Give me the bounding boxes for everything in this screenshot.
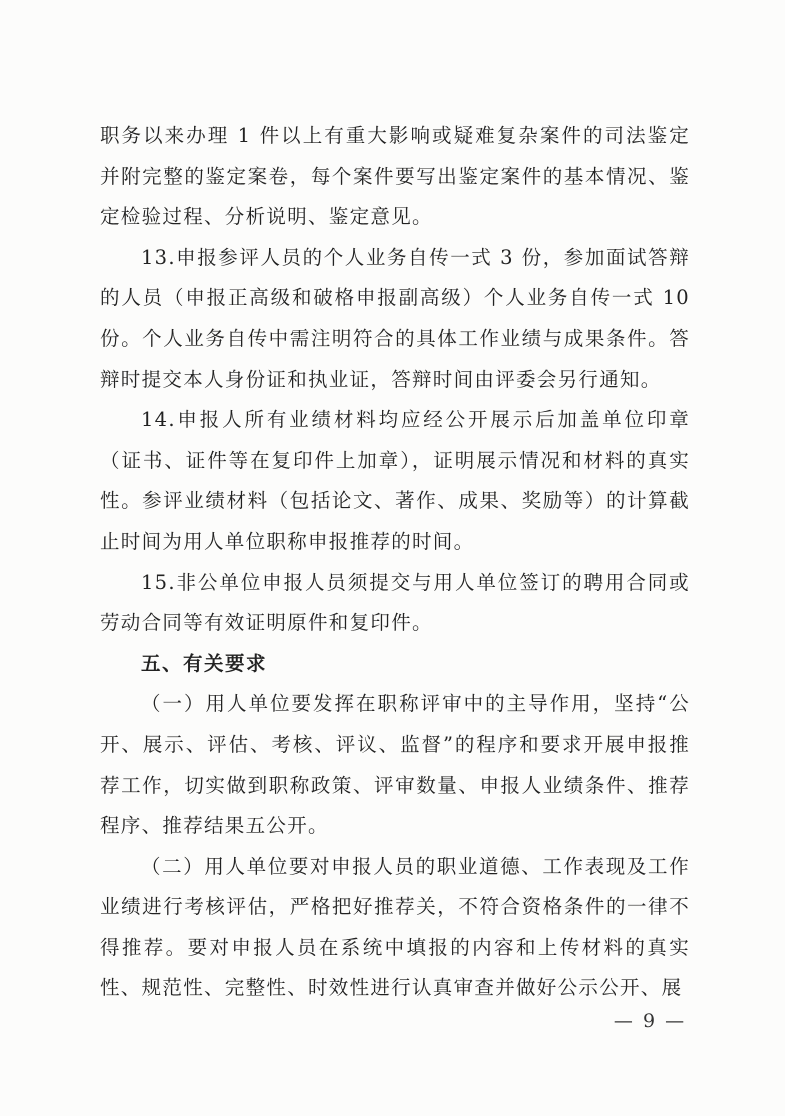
paragraph-item-15: 15.非公单位申报人员须提交与用人单位签订的聘用合同或劳动合同等有效证明原件和复印件。 bbox=[100, 570, 690, 635]
paragraph-requirement-1: （一）用人单位要发挥在职称评审中的主导作用，坚持“公开、展示、评估、考核、评议、监督”的程序和要求开展申报推荐工作，切实做到职称政策、评审数量、申报人业绩条件、推荐程序、推荐结果五公开。 bbox=[100, 692, 690, 838]
paragraph-continuation: 职务以来办理 1 件以上有重大影响或疑难复杂案件的司法鉴定并附完整的鉴定案卷，每个案件要写出鉴定案件的基本情况、鉴定检验过程、分析说明、鉴定意见。 bbox=[100, 124, 690, 229]
paragraph-item-14: 14.申报人所有业绩材料均应经公开展示后加盖单位印章（证书、证件等在复印件上加章），证明展示情况和材料的真实性。参评业绩材料（包括论文、著作、成果、奖励等）的计算截止时间为用人单位职称申报推荐的时间。 bbox=[100, 408, 690, 553]
paragraph-requirement-2: （二）用人单位要对申报人员的职业道德、工作表现及工作业绩进行考核评估，严格把好推荐关，不符合资格条件的一律不得推荐。要对申报人员在系统中填报的内容和上传材料的真实性、规范性、完整性、时效性进行认真审查并做好公示公开、展 bbox=[100, 854, 690, 1000]
document-body bbox=[100, 116, 690, 1009]
paragraph-item-13: 13.申报参评人员的个人业务自传一式 3 份，参加面试答辩的人员（申报正高级和破格申报副高级）个人业务自传一式 10 份。个人业务自传中需注明符合的具体工作业绩与成果条件。答辩时提交本人身份证和执业证，答辩时间由评委会另行通知。 bbox=[100, 245, 690, 391]
section-heading: 五、有关要求 bbox=[140, 651, 267, 675]
page-number: — 9 — bbox=[613, 1010, 687, 1032]
